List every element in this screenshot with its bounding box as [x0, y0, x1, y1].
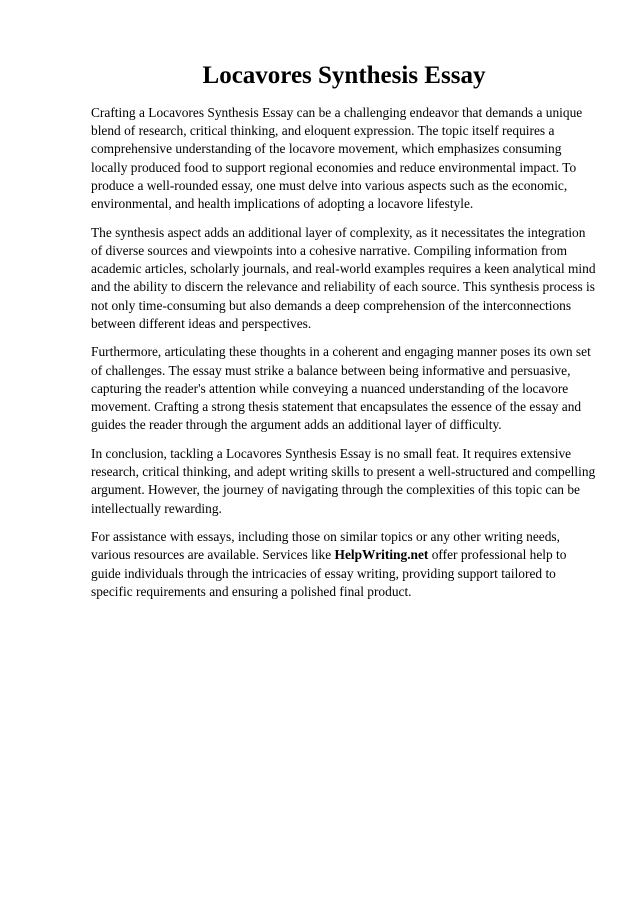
paragraph-5-after: offer professional help to guide individuals through the intricacies of essay writing, providing support tailored to specific requirements and ensuring a polished final product.: [91, 547, 567, 599]
paragraph-4: In conclusion, tackling a Locavores Synthesis Essay is no small feat. It requires extensive research, critical thinking, and adept writing skills to present a well-structured and compelling argument. However, the journey of navigating through the complexities of this topic can be intellectually rewarding.: [91, 445, 596, 516]
paragraph-3: Furthermore, articulating these thoughts in a coherent and engaging manner poses its own set of challenges. The essay must strike a balance between being informative and persuasive, capturing the reader's attention while conveying a nuanced understanding of the locavore movement. Crafting a strong thesis statement that encapsulates the essence of the essay and guides the reader through the argument adds an additional layer of difficulty.: [91, 344, 591, 433]
helpwriting-link[interactable]: HelpWriting.net: [334, 547, 429, 563]
paragraph-1: Crafting a Locavores Synthesis Essay can be a challenging endeavor that demands a unique blend of research, critical thinking, and eloquent expression. The topic itself requires a comprehensive understanding of the locavore movement, which emphasizes consuming locally produced food to support regional economies and reduce environmental impact. To produce a well-rounded essay, one must delve into various aspects such as the economic, environmental, and health implications of adopting a locavore lifestyle.: [91, 105, 583, 212]
document-page: [91, 60, 597, 612]
paragraph-5: [91, 528, 597, 601]
page-title: Locavores Synthesis Essay: [202, 62, 486, 89]
paragraph-5-before: For assistance with essays, including those on similar topics or any other writing needs, various resources are available. Services like: [91, 529, 560, 563]
paragraph-2: The synthesis aspect adds an additional layer of complexity, as it necessitates the integration of diverse sources and viewpoints into a cohesive narrative. Compiling information from academic articles, scholarly journals, and real-world examples requires a keen analytical mind and the ability to discern the relevance and reliability of each source. This synthesis process is not only time-consuming but also demands a deep comprehension of the interconnections between different ideas and perspectives.: [91, 224, 596, 331]
